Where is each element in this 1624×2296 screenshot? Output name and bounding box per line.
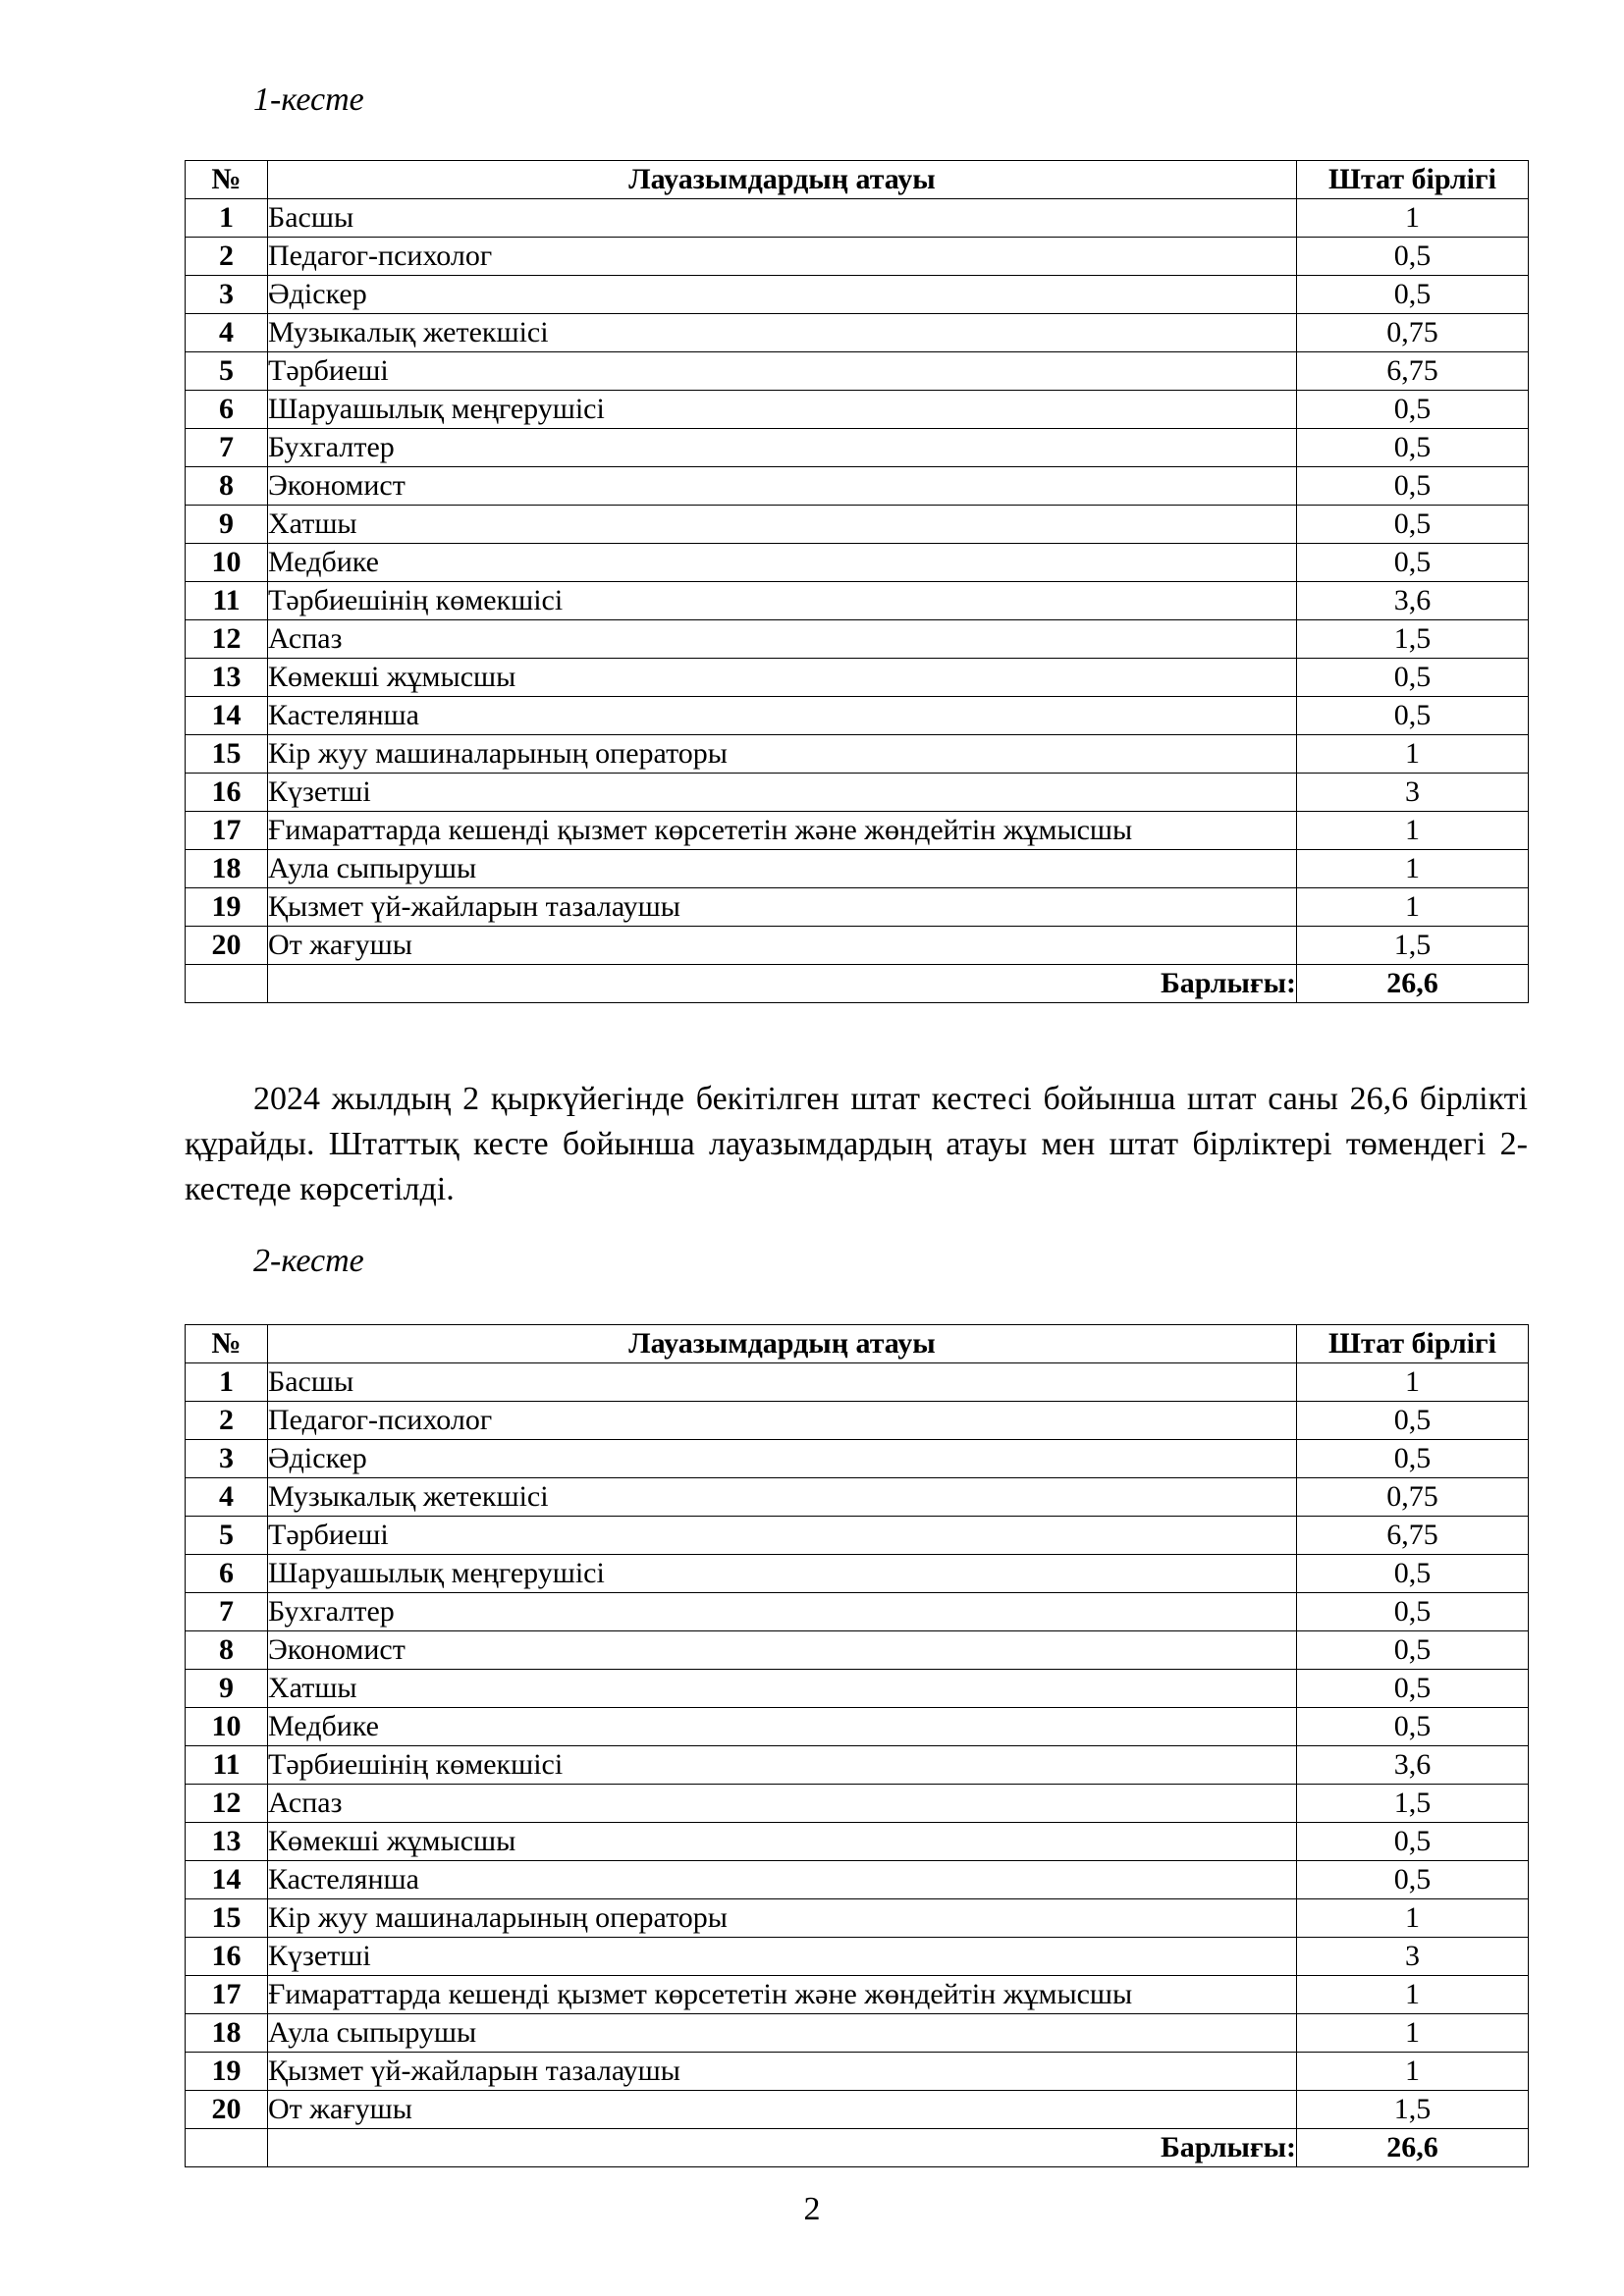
position-name: Тәрбиешінің көмекшісі	[268, 582, 1297, 620]
position-name: Медбике	[268, 544, 1297, 582]
staff-units: 1	[1297, 888, 1529, 927]
table-row	[186, 697, 1529, 735]
total-empty-cell	[186, 965, 268, 1003]
position-name: Күзетші	[268, 774, 1297, 812]
row-number: 14	[186, 1861, 268, 1899]
row-number: 7	[186, 1593, 268, 1631]
row-number: 7	[186, 429, 268, 467]
row-number: 6	[186, 391, 268, 429]
header-name: Лауазымдардың атауы	[268, 161, 1297, 199]
staff-units: 0,5	[1297, 1708, 1529, 1746]
position-name: Кір жуу машиналарының операторы	[268, 735, 1297, 774]
staff-units: 1	[1297, 1363, 1529, 1402]
staff-units: 1,5	[1297, 2091, 1529, 2129]
row-number: 4	[186, 314, 268, 352]
row-number: 16	[186, 774, 268, 812]
staff-units: 3,6	[1297, 1746, 1529, 1785]
position-name: Басшы	[268, 199, 1297, 238]
total-row	[186, 965, 1529, 1003]
position-name: Кір жуу машиналарының операторы	[268, 1899, 1297, 1938]
staff-units: 0,5	[1297, 1823, 1529, 1861]
staff-units: 1	[1297, 1976, 1529, 2014]
position-name: Тәрбиеші	[268, 1517, 1297, 1555]
total-label: Барлығы:	[268, 965, 1297, 1003]
row-number: 16	[186, 1938, 268, 1976]
table-row	[186, 2014, 1529, 2053]
row-number: 1	[186, 199, 268, 238]
row-number: 2	[186, 238, 268, 276]
staff-units: 0,5	[1297, 467, 1529, 506]
table-row	[186, 1823, 1529, 1861]
staff-units: 3	[1297, 774, 1529, 812]
table-row	[186, 1708, 1529, 1746]
table-row	[186, 2091, 1529, 2129]
position-name: Бухгалтер	[268, 429, 1297, 467]
staff-table-1	[185, 160, 1529, 1003]
table-row	[186, 1938, 1529, 1976]
page-number: 2	[803, 2191, 821, 2227]
table-row	[186, 544, 1529, 582]
row-number: 3	[186, 276, 268, 314]
row-number: 4	[186, 1478, 268, 1517]
staff-units: 0,5	[1297, 1631, 1529, 1670]
position-name: Әдіскер	[268, 276, 1297, 314]
row-number: 15	[186, 1899, 268, 1938]
staff-units: 1	[1297, 812, 1529, 850]
staff-units: 1	[1297, 2014, 1529, 2053]
position-name: Экономист	[268, 467, 1297, 506]
position-name: Экономист	[268, 1631, 1297, 1670]
row-number: 17	[186, 1976, 268, 2014]
position-name: Ғимараттарда кешенді қызмет көрсететін және жөндейтін жұмысшы	[268, 812, 1297, 850]
table1-body	[186, 199, 1529, 965]
table-row	[186, 1899, 1529, 1938]
table-row	[186, 314, 1529, 352]
table-row	[186, 582, 1529, 620]
table-row	[186, 352, 1529, 391]
row-number: 1	[186, 1363, 268, 1402]
position-name: Педагог-психолог	[268, 238, 1297, 276]
staff-units: 1,5	[1297, 1785, 1529, 1823]
table-row	[186, 1861, 1529, 1899]
staff-units: 3,6	[1297, 582, 1529, 620]
table-row	[186, 927, 1529, 965]
table-row	[186, 1363, 1529, 1402]
staff-units: 0,5	[1297, 1402, 1529, 1440]
position-name: Қызмет үй-жайларын тазалаушы	[268, 888, 1297, 927]
row-number: 10	[186, 544, 268, 582]
table-row	[186, 467, 1529, 506]
body-paragraph: 2024 жылдың 2 қыркүйегінде бекітілген штат кестесі бойынша штат саны 26,6 бірлікті құрайды. Штаттық кесте бойынша лауазымдардың атауы мен штат бірліктері төмендегі 2-кестеде көрсетілді.	[185, 1081, 1528, 1207]
row-number: 3	[186, 1440, 268, 1478]
staff-units: 0,5	[1297, 391, 1529, 429]
staff-units: 1,5	[1297, 620, 1529, 659]
position-name: Аула сыпырушы	[268, 2014, 1297, 2053]
row-number: 6	[186, 1555, 268, 1593]
table1-caption: 1-кесте	[253, 81, 364, 118]
row-number: 9	[186, 1670, 268, 1708]
position-name: Музыкалық жетекшісі	[268, 314, 1297, 352]
row-number: 8	[186, 467, 268, 506]
table-row	[186, 1670, 1529, 1708]
position-name: Көмекші жұмысшы	[268, 1823, 1297, 1861]
row-number: 14	[186, 697, 268, 735]
table-row	[186, 888, 1529, 927]
table-row	[186, 391, 1529, 429]
position-name: Ғимараттарда кешенді қызмет көрсететін және жөндейтін жұмысшы	[268, 1976, 1297, 2014]
staff-table-2	[185, 1324, 1529, 2167]
table-row	[186, 429, 1529, 467]
row-number: 13	[186, 1823, 268, 1861]
row-number: 19	[186, 888, 268, 927]
table-row	[186, 1785, 1529, 1823]
staff-units: 0,5	[1297, 659, 1529, 697]
table-row	[186, 735, 1529, 774]
staff-units: 1	[1297, 850, 1529, 888]
total-label: Барлығы:	[268, 2129, 1297, 2167]
staff-units: 0,5	[1297, 276, 1529, 314]
position-name: Тәрбиеші	[268, 352, 1297, 391]
position-name: Педагог-психолог	[268, 1402, 1297, 1440]
staff-units: 0,5	[1297, 1593, 1529, 1631]
staff-units: 6,75	[1297, 1517, 1529, 1555]
row-number: 18	[186, 850, 268, 888]
table-row	[186, 1593, 1529, 1631]
table-row	[186, 1478, 1529, 1517]
position-name: Шаруашылық меңгерушісі	[268, 391, 1297, 429]
position-name: Шаруашылық меңгерушісі	[268, 1555, 1297, 1593]
position-name: Көмекші жұмысшы	[268, 659, 1297, 697]
staff-units: 0,5	[1297, 544, 1529, 582]
staff-units: 0,5	[1297, 1670, 1529, 1708]
table-row	[186, 620, 1529, 659]
table-row	[186, 1631, 1529, 1670]
staff-units: 0,75	[1297, 314, 1529, 352]
row-number: 5	[186, 352, 268, 391]
staff-units: 1,5	[1297, 927, 1529, 965]
row-number: 9	[186, 506, 268, 544]
total-value: 26,6	[1297, 965, 1529, 1003]
staff-units: 0,5	[1297, 1555, 1529, 1593]
table-row	[186, 276, 1529, 314]
row-number: 13	[186, 659, 268, 697]
position-name: Аула сыпырушы	[268, 850, 1297, 888]
row-number: 20	[186, 2091, 268, 2129]
row-number: 2	[186, 1402, 268, 1440]
table2-caption: 2-кесте	[253, 1243, 364, 1279]
table-header-row	[186, 161, 1529, 199]
row-number: 12	[186, 620, 268, 659]
staff-units: 6,75	[1297, 352, 1529, 391]
position-name: Басшы	[268, 1363, 1297, 1402]
total-empty-cell	[186, 2129, 268, 2167]
staff-units: 1	[1297, 735, 1529, 774]
staff-units: 1	[1297, 1899, 1529, 1938]
position-name: Аспаз	[268, 620, 1297, 659]
row-number: 19	[186, 2053, 268, 2091]
staff-units: 3	[1297, 1938, 1529, 1976]
total-row	[186, 2129, 1529, 2167]
staff-units: 0,5	[1297, 1861, 1529, 1899]
staff-units: 0,5	[1297, 238, 1529, 276]
header-units: Штат бірлігі	[1297, 1325, 1529, 1363]
header-name: Лауазымдардың атауы	[268, 1325, 1297, 1363]
table-row	[186, 238, 1529, 276]
row-number: 11	[186, 1746, 268, 1785]
table-row	[186, 1746, 1529, 1785]
staff-units: 0,5	[1297, 506, 1529, 544]
position-name: Тәрбиешінің көмекшісі	[268, 1746, 1297, 1785]
table-row	[186, 1976, 1529, 2014]
table-row	[186, 812, 1529, 850]
header-num: №	[186, 1325, 268, 1363]
row-number: 15	[186, 735, 268, 774]
position-name: Хатшы	[268, 506, 1297, 544]
row-number: 11	[186, 582, 268, 620]
header-num: №	[186, 161, 268, 199]
table-row	[186, 1402, 1529, 1440]
row-number: 5	[186, 1517, 268, 1555]
row-number: 10	[186, 1708, 268, 1746]
position-name: От жағушы	[268, 927, 1297, 965]
position-name: Күзетші	[268, 1938, 1297, 1976]
position-name: Бухгалтер	[268, 1593, 1297, 1631]
table-row	[186, 506, 1529, 544]
position-name: Аспаз	[268, 1785, 1297, 1823]
position-name: Кастелянша	[268, 697, 1297, 735]
position-name: Хатшы	[268, 1670, 1297, 1708]
row-number: 20	[186, 927, 268, 965]
table-row	[186, 774, 1529, 812]
position-name: Музыкалық жетекшісі	[268, 1478, 1297, 1517]
table-row	[186, 199, 1529, 238]
table-row	[186, 659, 1529, 697]
table-row	[186, 1517, 1529, 1555]
staff-units: 0,75	[1297, 1478, 1529, 1517]
staff-units: 1	[1297, 199, 1529, 238]
table-row	[186, 1555, 1529, 1593]
table-row	[186, 1440, 1529, 1478]
position-name: От жағушы	[268, 2091, 1297, 2129]
row-number: 18	[186, 2014, 268, 2053]
table-row	[186, 850, 1529, 888]
staff-units: 0,5	[1297, 697, 1529, 735]
position-name: Қызмет үй-жайларын тазалаушы	[268, 2053, 1297, 2091]
header-units: Штат бірлігі	[1297, 161, 1529, 199]
total-value: 26,6	[1297, 2129, 1529, 2167]
table2-body	[186, 1363, 1529, 2129]
position-name: Кастелянша	[268, 1861, 1297, 1899]
row-number: 12	[186, 1785, 268, 1823]
table-row	[186, 2053, 1529, 2091]
row-number: 8	[186, 1631, 268, 1670]
staff-units: 1	[1297, 2053, 1529, 2091]
table-header-row	[186, 1325, 1529, 1363]
staff-units: 0,5	[1297, 429, 1529, 467]
row-number: 17	[186, 812, 268, 850]
position-name: Медбике	[268, 1708, 1297, 1746]
position-name: Әдіскер	[268, 1440, 1297, 1478]
staff-units: 0,5	[1297, 1440, 1529, 1478]
